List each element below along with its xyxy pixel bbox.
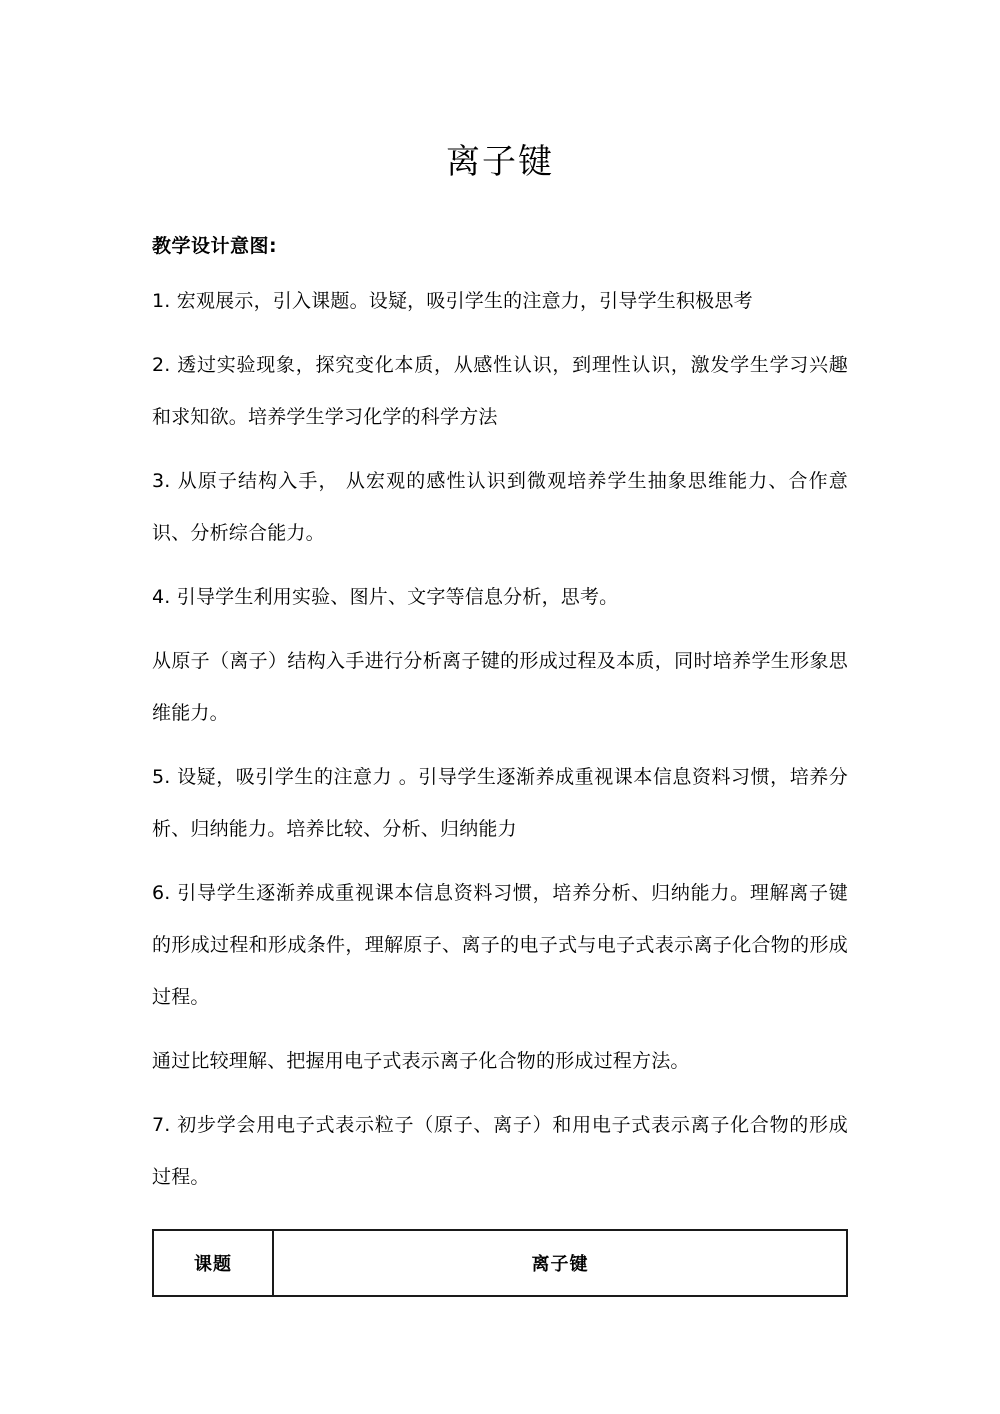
table-cell-label-topic: 课题	[153, 1230, 273, 1296]
paragraph-note-1: 从原子（离子）结构入手进行分析离子键的形成过程及本质，同时培养学生形象思维能力。	[152, 649, 848, 724]
paragraph-item-2: 2. 透过实验现象，探究变化本质，从感性认识，到理性认识，激发学生学习兴趣和求知欲。培养学生学习化学的科学方法	[152, 353, 848, 428]
table-cell-value-topic: 离子键	[273, 1230, 847, 1296]
paragraph-item-7: 7. 初步学会用电子式表示粒子（原子、离子）和用电子式表示离子化合物的形成过程。	[152, 1113, 848, 1188]
document-body	[152, 0, 848, 1297]
paragraph-item-5: 5. 设疑，吸引学生的注意力 。引导学生逐渐养成重视课本信息资料习惯，培养分析、归纳能力。培养比较、分析、归纳能力	[152, 765, 848, 840]
paragraph-item-3: 3. 从原子结构入手， 从宏观的感性认识到微观培养学生抽象思维能力、合作意识、分析综合能力。	[152, 469, 848, 544]
paragraph-item-1: 1. 宏观展示，引入课题。设疑，吸引学生的注意力，引导学生积极思考	[152, 289, 753, 312]
table-row	[153, 1230, 847, 1296]
paragraph-note-2: 通过比较理解、把握用电子式表示离子化合物的形成过程方法。	[152, 1049, 690, 1072]
lesson-info-table	[152, 1229, 848, 1297]
paragraph-item-6: 6. 引导学生逐渐养成重视课本信息资料习惯，培养分析、归纳能力。理解离子键的形成过程和形成条件，理解原子、离子的电子式与电子式表示离子化合物的形成过程。	[152, 881, 848, 1008]
section-heading-design-intent: 教学设计意图:	[152, 235, 278, 258]
paragraph-item-4: 4. 引导学生利用实验、图片、文字等信息分析，思考。	[152, 585, 619, 608]
page-title: 离子键	[446, 142, 554, 182]
